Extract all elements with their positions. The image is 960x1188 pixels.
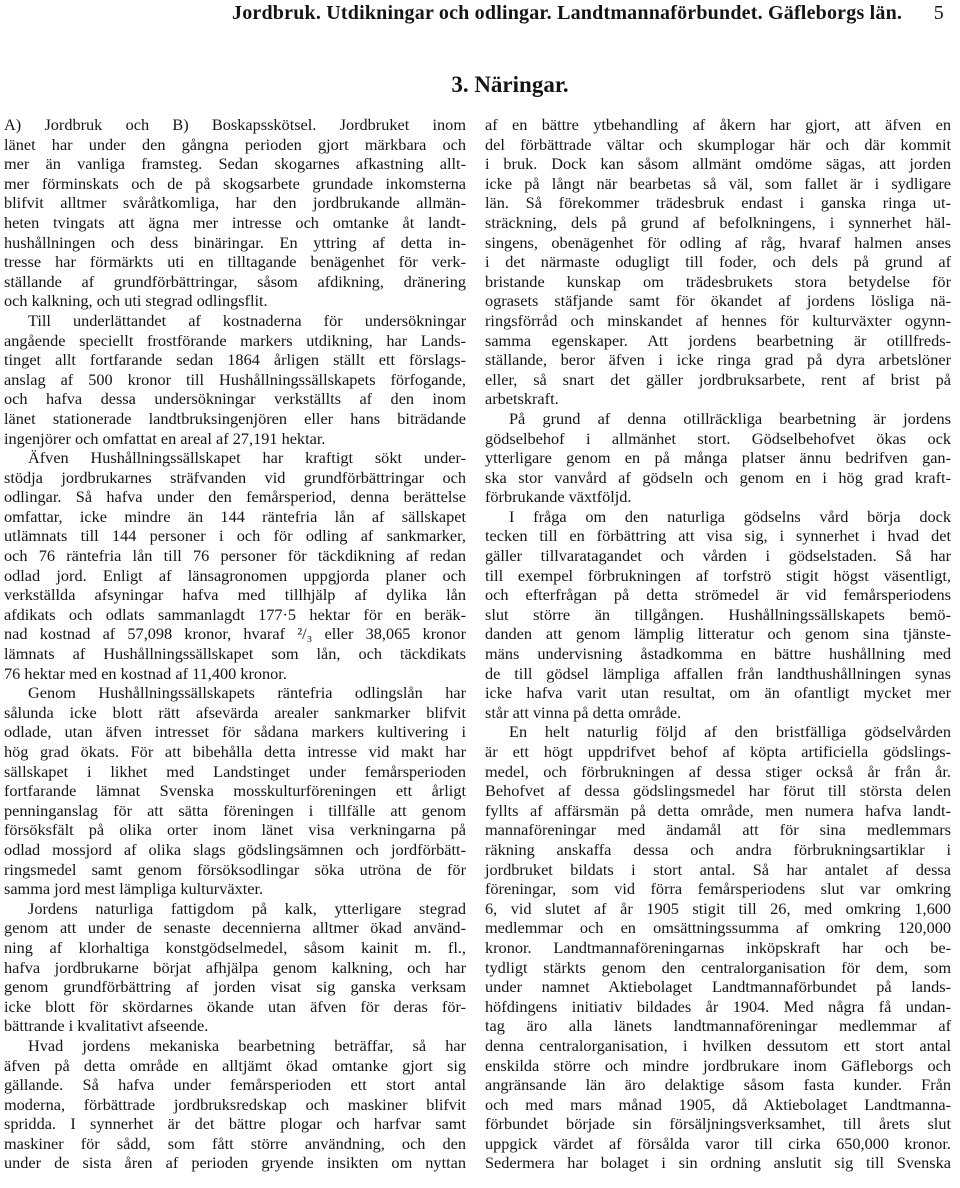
text-line: heten tvingats att ägna mer intresse och omtanke åt landt- [4, 212, 466, 232]
text-line: odlad mossjord af olika slags gödslingsämnen och jordförbätt- [4, 839, 466, 859]
text-line: länet har under den gångna perioden gjort märkbara och [4, 134, 466, 154]
text-line: moderna, förbättrade jordbruksredskap och maskiner blifvit [4, 1094, 466, 1114]
text-line: singens, obenägenhet för odling af råg, hvaraf halmen anses [485, 232, 951, 252]
text-line: I fråga om den naturliga gödselns vård börja dock [509, 506, 951, 526]
text-line: afdikats och odlats sammanlagdt 177·5 hektar för en beräk- [4, 604, 466, 624]
text-line: lämnats af Hushållningssällskapet som lån, och täckdikats [4, 644, 466, 664]
text-line: ställande af grundförbättringar, såsom afdikning, dränering [4, 271, 466, 291]
text-line: del förbättrade vältar och skumplogar här och där kommit [485, 134, 951, 154]
text-line: i det närmaste odugligt till foder, och dels på grund af [485, 252, 951, 272]
text-line: angränsande län äro delaktige såsom fasta kunder. Från [485, 1075, 951, 1095]
text-line: 76 hektar med en kostnad af 11,400 kronor. [4, 663, 287, 683]
text-line: Sedermera har bolaget i sin ordning anslutit sig till Svenska [485, 1153, 951, 1173]
text-line: och hafva dessa undersökningar verkställts af den inom [4, 389, 466, 409]
text-line: och efterfrågan på detta strömedel är vid femårsperiodens [485, 585, 951, 605]
text-line: uppgick värdet af försålda varor till cirka 650,000 kronor. [485, 1133, 951, 1153]
text-line: danden att genom lämplig litteratur och genom sina tjänste- [485, 624, 951, 644]
text-line: under namnet Aktiebolaget Landtmannaförbundet på lands- [485, 977, 951, 997]
text-line: angående speciellt frostförande markers utdikning, har Lands- [4, 330, 466, 350]
text-line: 6, vid slutet af år 1905 stigit till 26, med omkring 1,600 [485, 898, 951, 918]
text-line: samma egenskaper. Att jordens bearbetning är otillfreds- [485, 330, 951, 350]
text-line: försöksfält på olika orter inom länet visa verkningarna på [4, 820, 466, 840]
text-line: och kalkning, och uti stegrad odlingsflit. [4, 291, 268, 311]
text-line: fortfarande lämnat Svenska mosskulturföreningen ett årligt [4, 781, 466, 801]
text-line: föreningar, som vid förra femårsperiodens slut var omkring [485, 879, 951, 899]
left-column [4, 115, 466, 1173]
text-line: medlemmar och en omsättningssumma af omkring 120,000 [485, 918, 951, 938]
text-line: och 76 räntefria lån till 76 personer för täckdikning af redan [4, 546, 466, 566]
text-line: kronor. Landtmannaföreningarnas inköpskraft har och be- [485, 937, 951, 957]
text-line: maskiner för sådd, som fått större användning, och den [4, 1133, 466, 1153]
text-line: sträckning, dels på grund af befolkningens, i synnerhet häl- [485, 212, 951, 232]
text-line: gödselbehof i allmänhet stort. Gödselbehofvet ökas ock [485, 428, 951, 448]
text-line: A) Jordbruk och B) Boskapsskötsel. Jordbruket inom [4, 115, 466, 134]
text-line: hafva jordbrukarne börjat afhjälpa genom kalkning, och har [4, 957, 466, 977]
text-line: till exempel förbrukningen af torfströ stigit högst väsentligt, [485, 565, 951, 585]
text-line: äfven på detta område en alltjämt ökad omtanke gjort sig [4, 1055, 466, 1075]
text-line: tresse har förmärkts uti en tilltagande benägenhet för verk- [4, 252, 466, 272]
text-line: ingenjörer och omfattat en areal af 27,191 hektar. [4, 428, 326, 448]
text-line: En helt naturlig följd af den bristfälliga gödselvården [509, 722, 951, 742]
text-line: ska stor vanvård af gödseln och genom en i hög grad kraft- [485, 467, 951, 487]
text-line: Äfven Hushållningssällskapet har kraftigt sökt under- [28, 448, 466, 468]
text-line: hög grad ökats. För att bibehålla detta intresse vid makt har [4, 742, 466, 761]
text-line: utlämnats till 144 personer i och för odling af sankmarker, [4, 526, 466, 546]
text-line: icke på långt när bearbetas så väl, som fallet är i sydligare [485, 173, 951, 193]
text-line: Behofvet af dessa gödslingsmedel har förut till största delen [485, 781, 951, 801]
text-line: denna centralorganisation, i hvilken dessutom ett stort antal [485, 1035, 951, 1055]
text-line: omfattar, icke mindre än 144 räntefria lån af sällskapet [4, 506, 466, 526]
text-line: under de sista åren af perioden gryende insikten om nyttan [4, 1153, 466, 1173]
running-head [232, 2, 944, 32]
text-line: tinget allt fortfarande sedan 1864 årligen ställt ett förslags- [4, 350, 466, 370]
text-line: och med mars månad 1905, då Aktiebolaget Landtmanna- [485, 1094, 951, 1114]
text-line: gäller tillvaratagandet och vården i gödselstaden. Så har [485, 546, 951, 566]
text-line: mer än vanliga framsteg. Sedan skogarnes afkastning allt- [4, 154, 466, 174]
text-line: står att vinna på detta område. [485, 702, 682, 722]
text-line: bättrande i kvalitativt afseende. [4, 1016, 209, 1036]
text-line: ning af klorhaltiga konstgödselmedel, såsom kainit m. fl., [4, 937, 466, 957]
text-line: Genom Hushållningssällskapets räntefria odlingslån har [28, 683, 466, 703]
text-line: af en bättre ytbehandling af åkern har gjort, att äfven en [485, 115, 951, 134]
text-line: På grund af denna otillräckliga bearbetning är jordens [509, 408, 951, 428]
text-line: icke blott för skördarnes ökande utan äfven för deras för- [4, 996, 466, 1016]
text-line: spridda. I synnerhet är det bättre plogar och harfvar samt [4, 1114, 466, 1134]
text-line: nad kostnad af 57,098 kronor, hvaraf ²/₃ eller 38,065 kronor [4, 624, 466, 644]
text-line: Jordens naturliga fattigdom på kalk, ytterligare stegrad [28, 898, 466, 918]
text-line: anslag af 500 kronor till Hushållningssällskapets förfogande, [4, 369, 466, 389]
text-line: tydligt stärkts genom den centralorganisation för dem, som [485, 957, 951, 977]
section-heading: 3. Näringar. [451, 72, 569, 97]
text-line: Till underlättandet af kostnaderna för undersökningar [28, 310, 466, 330]
text-line: odlingar. Så hafva under den femårsperiod, denna berättelse [4, 487, 466, 507]
text-line: ograsets stäfjande samt för ökandet af jordens lösliga nä- [485, 291, 951, 311]
text-line: verkställda afsyningar hafva med tillhjälp af dylika lån [4, 585, 466, 605]
running-head-title: Jordbruk. Utdikningar och odlingar. Landtmannaförbundet. Gäfleborgs län. [232, 2, 903, 24]
text-line: samma jord mest lämpliga kulturväxter. [4, 879, 264, 899]
text-line: mer förminskats och de på skogsarbete grundade inkomsterna [4, 173, 466, 193]
text-line: gällande. Så hafva under femårsperioden ett stort antal [4, 1075, 466, 1095]
page-number: 5 [933, 2, 944, 24]
text-line: tecken till en förbättring att visa sig, i synnerhet i hvad det [485, 526, 951, 546]
text-line: eller, så snart det gäller jordbruksarbete, rent af brist på [485, 369, 951, 389]
text-line: genom att under de senaste decennierna alltmer ökad använd- [4, 918, 466, 938]
text-line: länet stationerade landtbruksingenjören eller hans biträdande [4, 408, 466, 428]
text-line: höfdingens initiativ bildades år 1904. Med några få undan- [485, 996, 951, 1016]
right-column [485, 115, 951, 1173]
text-line: förbundet började sin försäljningsverksamhet, till årets slut [485, 1114, 951, 1134]
text-line: län. Så förekommer trädesbruk endast i ganska ringa ut- [485, 193, 951, 213]
text-line: sålunda icke blott rätt afsevärda arealer sankmarker blifvit [4, 702, 466, 722]
text-line: bristande kunskap om trädesbrukets stora betydelse för [485, 271, 951, 291]
text-line: penninganslag för att sätta föreningen i tillfälle att genom [4, 800, 466, 820]
text-line: arbetskraft. [485, 389, 559, 409]
text-line: odlade, utan äfven intresset för sådana markers kultivering i [4, 722, 466, 742]
text-line: jordbruket bildats i stort antal. Så har antalet af dessa [485, 859, 951, 879]
text-line: ställande, beror äfven i icke ringa grad på dyra arbetslöner [485, 350, 951, 370]
text-line: de till gödsel lämpliga affallen från landthushållningen synas [485, 663, 951, 683]
text-line: genom grundförbättring af jorden visat sig ganska verksam [4, 977, 466, 997]
text-line: förbrukande växtföljd. [485, 487, 632, 507]
text-line: ringsförråd och minskandet af hennes för kulturväxter ogynn- [485, 310, 951, 330]
text-line: sällskapet i likhet med Landstinget under femårsperioden [4, 761, 466, 781]
text-line: mannaföreningar med ändamål att för sina medlemmars [485, 820, 951, 840]
text-line: hushållningen och dess binäringar. En yttring af detta in- [4, 232, 466, 252]
text-line: i bruk. Dock kan såsom allmänt omdöme sägas, att jorden [485, 154, 951, 174]
text-line: Hvad jordens mekaniska bearbetning beträffar, så har [28, 1035, 466, 1055]
text-line: mäns undervisning åstadkomma en bättre hushållning med [485, 644, 951, 664]
text-line: enskilda större och mindre jordbrukare inom Gäfleborgs och [485, 1055, 951, 1075]
text-line: slut större än tillgången. Hushållningssällskapets bemö- [485, 604, 951, 624]
text-line: icke hafva varit utan resultat, om än ofantligt mycket mer [485, 683, 951, 703]
text-line: fyllts af affärsmän på detta område, men numera hafva landt- [485, 800, 951, 820]
text-line: tag äro alla länets landtmannaföreningar medlemmar af [485, 1016, 951, 1036]
text-line: är ett högt uppdrifvet behof af köpta artificiella gödslings- [485, 742, 951, 761]
text-line: ringsmedel samt genom försöksodlingar söka utröna de för [4, 859, 466, 879]
text-line: räkning anskaffa dessa och andra förbrukningsartiklar i [485, 839, 951, 859]
text-line: medel, och förbrukningen af dessa stiger också år från år. [485, 761, 951, 781]
text-line: odlad jord. Enligt af länsagronomen uppgjorda planer och [4, 565, 466, 585]
text-line: ytterligare genom en på många platser ännu bedrifven gan- [485, 448, 951, 468]
text-line: blifvit alltmer svåråtkomliga, har den jordbrukande allmän- [4, 193, 466, 213]
text-line: stödja jordbrukarnes sträfvanden vid grundförbättringar och [4, 467, 466, 487]
